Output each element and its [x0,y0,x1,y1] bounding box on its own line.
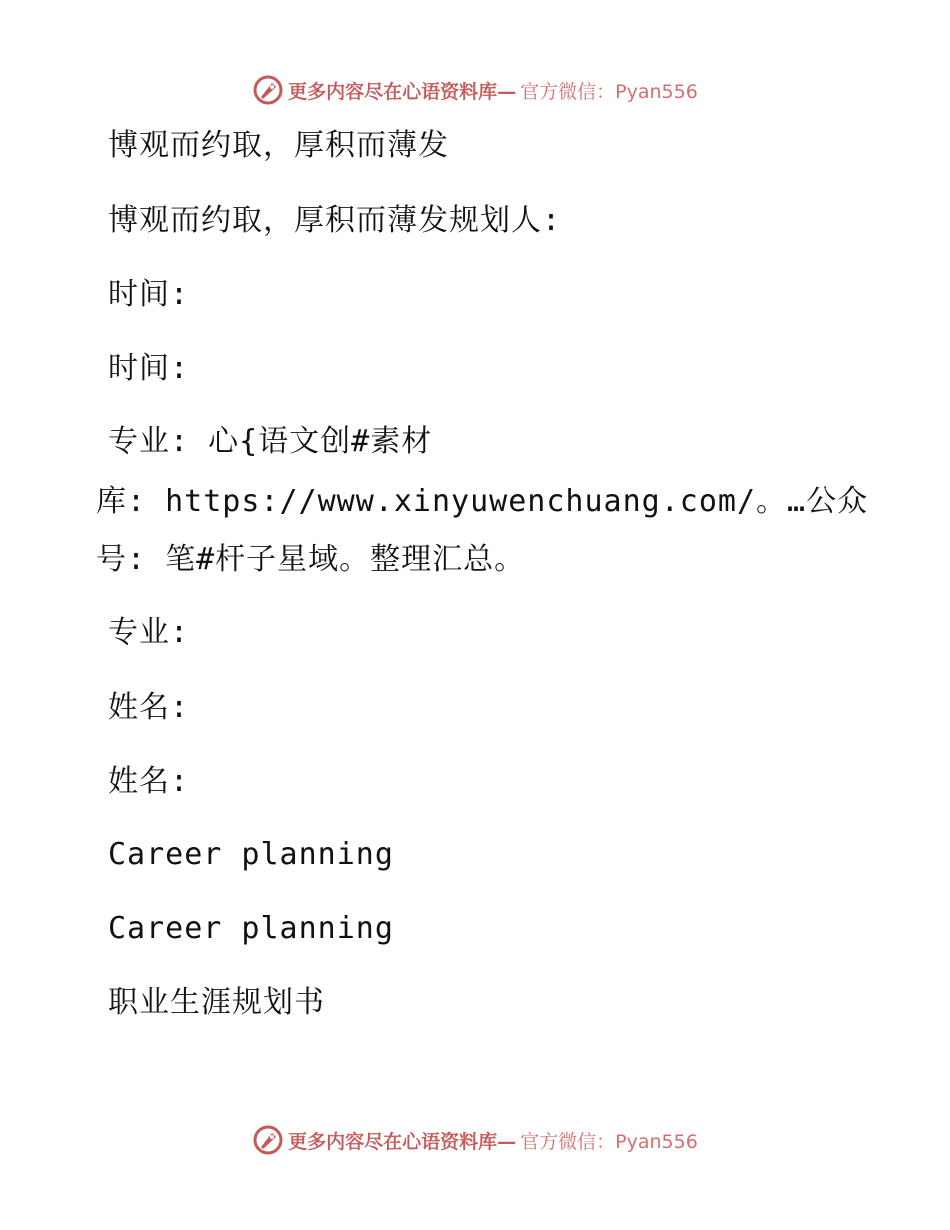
text-line-5: 专业: 心{语文创#素材 [108,424,433,459]
watermark-text: 更多内容尽在心语资料库— [288,1130,517,1153]
watermark-wechat: 官方微信：Pyan556 [520,80,698,103]
text-line-8: 专业: [108,615,190,650]
watermark-wechat: 官方微信：Pyan556 [520,1130,698,1153]
text-line-11: Career planning [108,837,394,872]
text-line-13: 职业生涯规划书 [108,985,325,1020]
text-line-12: Career planning [108,911,394,946]
text-line-1: 博观而约取，厚积而薄发 [108,128,449,163]
pen-nib-logo-icon [252,74,284,106]
text-line-7: 号: 笔#杆子星域。整理汇总。 [96,542,526,577]
text-line-9: 姓名: [108,690,190,725]
watermark-footer [0,1120,950,1160]
text-line-2: 博观而约取，厚积而薄发规划人: [108,203,562,238]
text-line-10: 姓名: [108,764,190,799]
text-line-4: 时间: [108,351,190,386]
text-line-6: 库: https://www.xinyuwenchuang.com/。…公众 [96,484,869,519]
watermark-text: 更多内容尽在心语资料库— [288,80,517,103]
watermark-header [0,70,950,110]
text-line-3: 时间: [108,277,190,312]
pen-nib-logo-icon [252,1124,284,1156]
